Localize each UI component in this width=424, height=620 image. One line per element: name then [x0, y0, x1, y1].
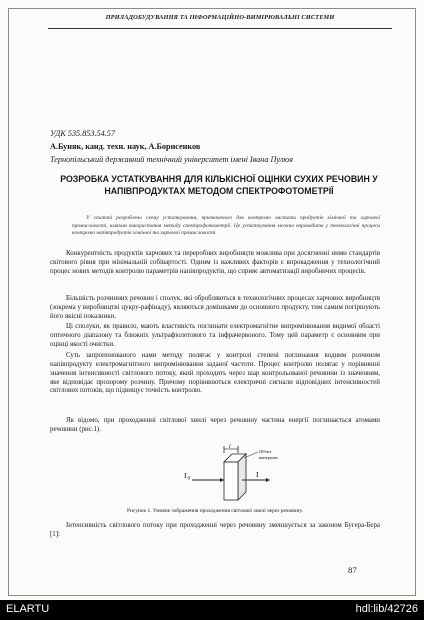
light-passage-diagram [180, 444, 292, 502]
incident-intensity-label: I [184, 471, 187, 480]
figure-1 [180, 444, 292, 502]
figure-caption: Рисунок 1. Умовне зображення проходження світлової хвилі через речовину. [127, 508, 303, 514]
article-title: РОЗРОБКА УСТАТКУВАННЯ ДЛЯ КІЛЬКІСНОЇ ОЦІНКИ СУХИХ РЕЧОВИН У НАПІВПРОДУКТАХ МЕТОДОМ СПЕКТРОФОТОМЕТРІЇ [60, 174, 378, 196]
paragraph-1: Конкурентність продуктів харчових та переробних виробництв можлива при досягненні ними стандартів світового рівня при мінімальній собівартості. Одним із важливих факторів є впровадження у технологічний процес нових методів контролю параметрів напівпродуктів, що сприяє автоматизації виробничих процесів. [50, 250, 380, 275]
incident-intensity-subscript: 0 [187, 476, 190, 482]
paragraph-4: Суть запропонованого нами методу полягає у контролі степені поглинання водним розчином напівпродукту електромагнітного випромінювання заданої частоти. Процес контролю полягає у порівнянні значення інтенсивності світлового потоку, який проходить через шар контрольованої речовини із значенням, яке відповідає прозорому розчину. Причому порівнюються електричні сигнали відповідних інтенсивностей світлових потоків, що підвищує точність контролю. [50, 352, 380, 395]
journal-header: ПРИЛАДОБУДУВАННЯ ТА ІНФОРМАЦІЙНО-ВИМІРЮВАЛЬНІ СИСТЕМИ [105, 14, 335, 21]
paragraph-6: Інтенсивність світлового потоку при проходженні через речовину зменшується за законом Бугера-Бера [1]: [50, 522, 380, 538]
sample-side-face [238, 454, 246, 500]
paragraph-5: Як відомо, при проходженні світлової хвилі через речовину частина енергії поглинається атомами речовини (рис.1). [50, 417, 380, 433]
object-label-line1: Об'єкт [259, 449, 272, 454]
transmitted-intensity-label: I [256, 470, 259, 479]
paragraph-3: Ці сполуки, як правило, мають властивість поглинати електромагнітне випромінювання видимої області оптичного діапазону та ближніх ультрафіолетового та інфрачервоного. Тому цей параметр є основним при оцінці якості очистки. [50, 323, 380, 348]
incident-arrow-icon [220, 478, 224, 482]
paragraph-2: Більшість розчинних речовин і сполук, які обробляються в технологічних процесах харчових виробництв (зокрема у виробництві цукру-рафінаду), являються домішками до основного продукту, тим самим погіршують його якісні показники. [50, 295, 380, 320]
authors: А.Буняк, канд. техн. наук, А.Борисенков [50, 142, 201, 151]
udc-code: УДК 535.853.54.57 [50, 129, 115, 138]
repository-footer [0, 600, 424, 620]
header-rule [48, 28, 392, 29]
affiliation: Тернопільський державний технічний університет імені Івана Пулюя [50, 155, 293, 164]
page-number: 87 [348, 565, 357, 575]
abstract: У статті розроблено схему устаткування, призначеного для контролю чистоти продуктів хімічної та харчової промисловості, шляхом використання методу спектрофотометрії. Це устаткування можна впровадити у технологічні процеси контролю напівпродуктів хімічної та харчової промисловості. [72, 215, 380, 237]
repository-name: ELARTU [6, 603, 50, 615]
thickness-label: l [229, 444, 231, 450]
sample-front-face [224, 462, 238, 500]
transmitted-arrow-icon [266, 478, 270, 482]
object-label-line2: контролю [259, 455, 278, 460]
handle-identifier[interactable]: hdl:lib/42726 [355, 603, 418, 615]
